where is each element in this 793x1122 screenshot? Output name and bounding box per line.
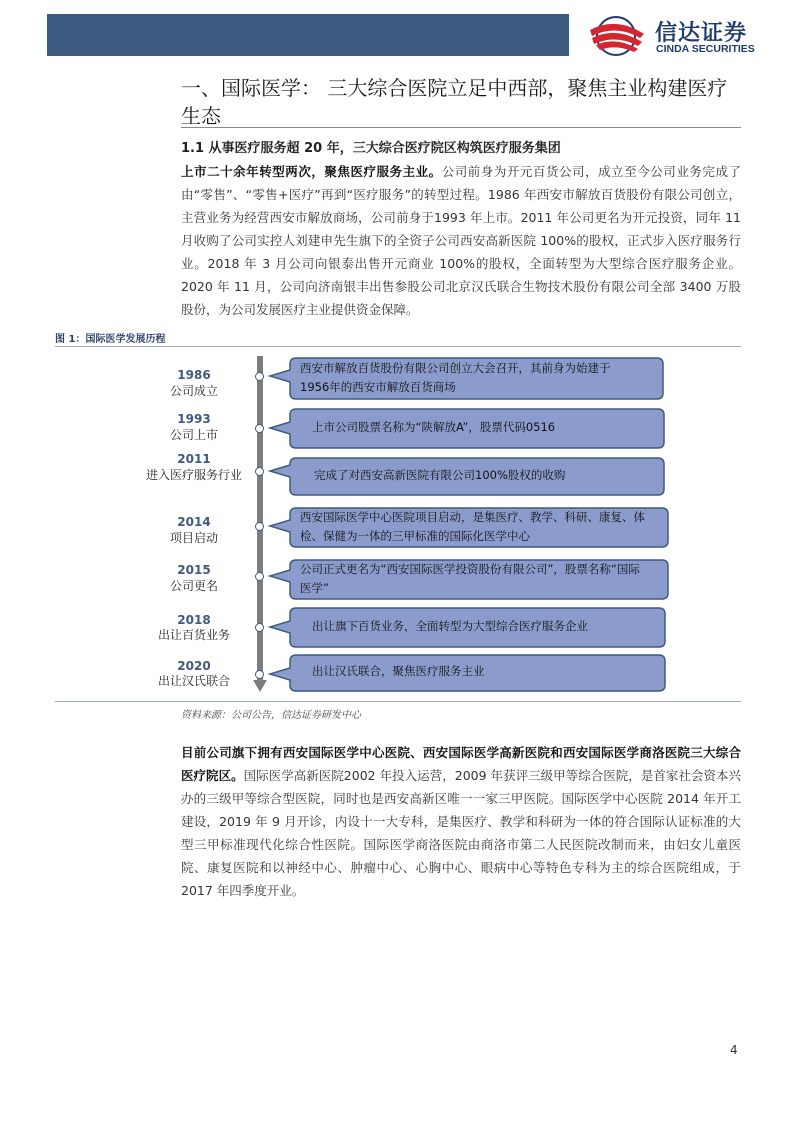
page-number: 4 (730, 1043, 738, 1057)
timeline-label: 公司更名 (169, 579, 218, 593)
section-title-line1: 国际医学： 三大综合医院立足中西部，聚焦主业构建医疗 (221, 76, 728, 100)
timeline-year: 2020 (177, 659, 211, 673)
section-title-line2: 生态 (181, 104, 221, 128)
timeline-node-icon (255, 372, 264, 381)
timeline-description: 西安国际医学中心医院项目启动，是集医疗、教学、科研、康复、体检、保健为一体的三甲标准的国际化医学中心 (300, 510, 645, 543)
figure-top-rule (55, 346, 741, 347)
logo-emblem-icon (582, 14, 652, 56)
section-title (181, 74, 741, 130)
timeline-description: 完成了对西安高新医院有限公司100%股权的收购 (314, 468, 566, 482)
company-logo (582, 14, 777, 56)
section-number: 一、 (181, 76, 221, 100)
logo-text-en: CINDA SECURITIES (656, 43, 755, 55)
timeline-callout (266, 654, 671, 691)
intro-paragraph (181, 160, 741, 321)
timeline-callout (266, 607, 671, 647)
timeline-year: 1986 (177, 368, 211, 382)
timeline-label: 公司上市 (169, 428, 218, 442)
intro-paragraph-body: 公司前身为开元百货公司，成立至今公司业务完成了由“零售”、“零售+医疗”再到“医疗服务”的转型过程。1986 年西安市解放百货股份有限公司创立，主营业务为经营西安市解放商场，公司前身于1993 年上市。2011 年公司更名为开元投资，同年 11 月收购了公司实控人刘建申先生旗下的全资子公司西安高新医院 100%的股权，正式步入医疗服务行业。2018 年 3 月公司向银泰出售开元商业 100%的股权，全面转型为大型综合医疗服务企业。2020 年 11 月，公司向济南银丰出售参股公司北京汉氏联合生物技术股份有限公司全部 3400 万股股份，为公司发展医疗主业提供资金保障。 (181, 164, 741, 317)
timeline-description: 上市公司股票名称为“陕解放A”，股票代码0516 (312, 420, 556, 434)
timeline-node-icon (255, 522, 264, 531)
intro-paragraph-lead: 上市二十余年转型两次，聚焦医疗服务主业。 (181, 164, 442, 179)
timeline-year: 2014 (177, 515, 211, 529)
timeline-year: 2011 (177, 452, 211, 466)
timeline-description: 西安市解放百货股份有限公司创立大会召开，其前身为始建于1956年的西安市解放百货商场 (300, 361, 611, 394)
timeline-label: 出让汉氏联合 (157, 674, 230, 688)
timeline-node-icon (255, 623, 264, 632)
timeline-node-icon (255, 670, 264, 679)
subheading: 1.1 从事医疗服务超 20 年，三大综合医疗院区构筑医疗服务集团 (181, 141, 561, 156)
timeline-callout (266, 507, 674, 547)
timeline-description: 公司正式更名为“西安国际医学投资股份有限公司”，股票名称“国际医学” (300, 562, 640, 595)
hospitals-paragraph-body: 国际医学高新医院2002 年投入运营，2009 年获评三级甲等综合医院，是首家社会资本兴办的三级甲等综合型医院，同时也是西安高新区唯一一家三甲医院。国际医学中心医院 2014 年开工建设，2019 年 9 月开诊，内设十一大专科，是集医疗、教学和科研为一体的符合国际认证标准的大型三甲标准现代化综合性医院。国际医学商洛医院由商洛市第二人民医院改制而来，由妇女儿童医院、康复医院和以神经中心、肿瘤中心、心胸中心、眼病中心等特色专科为主的综合医院组成，于 2017 年四季度开业。 (181, 768, 741, 898)
figure-bottom-rule (55, 701, 741, 702)
timeline-year: 2015 (177, 563, 211, 577)
timeline-label: 项目启动 (169, 531, 218, 545)
logo-text-cn: 信达证券 (655, 21, 748, 46)
timeline-callout (266, 408, 670, 448)
timeline-year: 1993 (177, 412, 211, 426)
timeline-node-icon (255, 572, 264, 581)
timeline-arrow-icon (253, 680, 267, 692)
section-divider (181, 127, 741, 128)
timeline-node-icon (255, 467, 264, 476)
timeline-callout (266, 457, 670, 495)
timeline-description: 出让汉氏联合，聚焦医疗服务主业 (312, 664, 485, 678)
timeline-label: 进入医疗服务行业 (145, 468, 242, 482)
hospitals-paragraph (181, 741, 741, 902)
timeline-axis (257, 356, 263, 682)
figure-source: 资料来源：公司公告，信达证券研发中心 (181, 710, 361, 721)
timeline-label: 出让百货业务 (157, 628, 230, 642)
timeline-node-icon (255, 424, 264, 433)
timeline-label: 公司成立 (169, 384, 218, 398)
figure-title: 图 1：国际医学发展历程 (55, 334, 166, 345)
hospitals-paragraph-lead: 目前公司旗下拥有西安国际医学中心医院、西安国际医学高新医院和西安国际医学商洛医院三大综合医疗院区。 (181, 745, 741, 783)
timeline-callout (266, 357, 669, 399)
timeline-description: 出让旗下百货业务，全面转型为大型综合医疗服务企业 (312, 619, 588, 633)
timeline-year: 2018 (177, 613, 211, 627)
timeline-callout (266, 559, 674, 599)
header-bar (47, 14, 569, 56)
